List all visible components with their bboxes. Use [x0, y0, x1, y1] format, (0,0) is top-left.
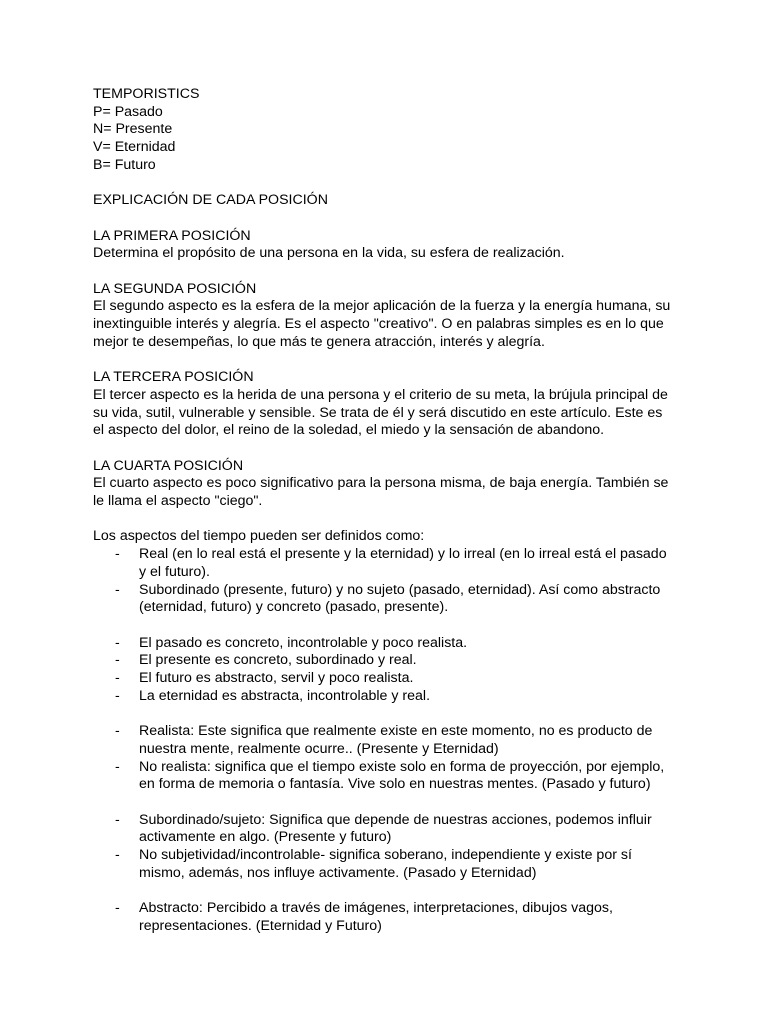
position-text-line: le llama el aspecto "ciego". [93, 493, 263, 510]
list-item-line: La eternidad es abstracta, incontrolable y real. [139, 687, 431, 704]
position-heading: LA CUARTA POSICIÓN [93, 457, 244, 474]
spacer [93, 617, 683, 635]
position-heading: LA TERCERA POSICIÓN [93, 369, 254, 386]
position-text-line: su vida, sutil, vulnerable y sensible. Se trata de él y será discutido en este artículo. Este es [93, 404, 663, 421]
position-heading: LA PRIMERA POSICIÓN [93, 227, 251, 244]
dash-bullet: - [115, 900, 120, 917]
dash-bullet: - [115, 546, 120, 563]
list-item-line: Realista: Este significa que realmente existe en este momento, no es producto de [139, 723, 653, 740]
list-item [93, 635, 683, 653]
dash-bullet: - [115, 811, 120, 828]
spacer [93, 175, 683, 193]
position-text-line: el aspecto del dolor, el reino de la soledad, el miedo y la sensación de abandono. [93, 422, 605, 439]
list-item-line: y el futuro). [139, 563, 210, 580]
bullet-list [93, 546, 683, 617]
position-3 [93, 369, 683, 440]
position-4 [93, 458, 683, 511]
list-item [93, 670, 683, 688]
list-item-line: en forma de memoria o fantasía. Vive solo en nuestras mentes. (Pasado y futuro) [139, 776, 651, 793]
dash-bullet: - [115, 634, 120, 651]
dash-bullet: - [115, 670, 120, 687]
spacer [93, 511, 683, 529]
list-item-line: Subordinado (presente, futuro) y no sujeto (pasado, eternidad). Así como abstracto [139, 581, 661, 598]
legend-block [93, 86, 683, 175]
position-1 [93, 228, 683, 263]
list-item-line: No realista: significa que el tiempo existe solo en forma de proyección, por ejemplo, [139, 758, 665, 775]
list-item [93, 652, 683, 670]
list-item [93, 812, 683, 847]
dash-bullet: - [115, 723, 120, 740]
legend-item-eternidad: V= Eternidad [93, 139, 176, 156]
bullet-list [93, 635, 683, 706]
list-item-line: Subordinado/sujeto: Significa que depende de nuestras acciones, podemos influir [139, 811, 652, 828]
bullet-list [93, 723, 683, 794]
legend-item-presente: N= Presente [93, 121, 173, 138]
dash-bullet: - [115, 652, 120, 669]
list-item-line: (eternidad, futuro) y concreto (pasado, presente). [139, 599, 449, 616]
position-text-line: inextinguible interés y alegría. Es el aspecto "creativo". O en palabras simples es en lo que [93, 316, 664, 333]
dash-bullet: - [115, 581, 120, 598]
list-item [93, 582, 683, 617]
bullet-list [93, 900, 683, 935]
aspects-intro: Los aspectos del tiempo pueden ser definidos como: [93, 528, 425, 545]
spacer [93, 263, 683, 281]
list-item-line: No subjetividad/incontrolable- significa soberano, independiente y existe por sí [139, 847, 632, 864]
spacer [93, 883, 683, 901]
list-item-line: Abstracto: Percibido a través de imágenes, interpretaciones, dibujos vagos, [139, 900, 613, 917]
dash-bullet: - [115, 847, 120, 864]
position-text-line: El tercer aspecto es la herida de una persona y el criterio de su meta, la brújula principal de [93, 386, 668, 403]
spacer [93, 440, 683, 458]
spacer [93, 794, 683, 812]
legend-title: TEMPORISTICS [93, 86, 200, 102]
list-item-line: El futuro es abstracto, servil y poco realista. [139, 670, 414, 687]
position-2 [93, 281, 683, 352]
dash-bullet: - [115, 758, 120, 775]
list-item [93, 546, 683, 581]
list-item-line: representaciones. (Eternidad y Futuro) [139, 917, 382, 934]
list-item-line: nuestra mente, realmente ocurre.. (Presente y Eternidad) [139, 740, 499, 757]
list-item [93, 723, 683, 758]
document-page [93, 86, 683, 936]
list-item-line: Real (en lo real está el presente y la eternidad) y lo irreal (en lo irreal está el pasado [139, 546, 667, 563]
spacer [93, 706, 683, 724]
list-item-line: El presente es concreto, subordinado y real. [139, 652, 417, 669]
position-text-line: Determina el propósito de una persona en la vida, su esfera de realización. [93, 245, 565, 262]
legend-item-pasado: P= Pasado [93, 103, 163, 120]
legend-item-futuro: B= Futuro [93, 156, 156, 173]
list-item-line: activamente en algo. (Presente y futuro) [139, 829, 392, 846]
bullet-list [93, 812, 683, 883]
list-item [93, 759, 683, 794]
position-heading: LA SEGUNDA POSICIÓN [93, 280, 257, 297]
list-item [93, 847, 683, 882]
dash-bullet: - [115, 687, 120, 704]
position-text-line: El segundo aspecto es la esfera de la mejor aplicación de la fuerza y la energía humana, su [93, 298, 671, 315]
list-item-line: El pasado es concreto, incontrolable y poco realista. [139, 634, 468, 651]
position-text-line: El cuarto aspecto es poco significativo para la persona misma, de baja energía. También se [93, 475, 669, 492]
list-item [93, 688, 683, 706]
list-item-line: mismo, además, nos influye activamente. (Pasado y Eternidad) [139, 864, 537, 881]
spacer [93, 352, 683, 370]
spacer [93, 210, 683, 228]
section-heading: EXPLICACIÓN DE CADA POSICIÓN [93, 192, 328, 209]
list-item [93, 900, 683, 935]
position-text-line: mejor te desempeñas, lo que más te genera atracción, interés y alegría. [93, 333, 545, 350]
